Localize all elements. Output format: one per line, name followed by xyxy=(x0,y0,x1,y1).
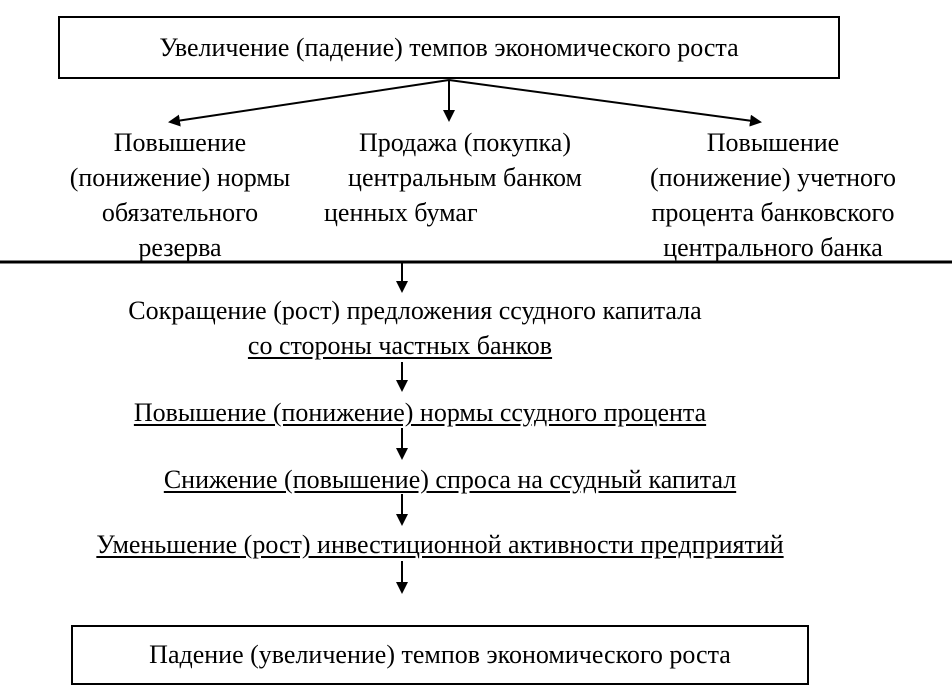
arrow-to-right-branch xyxy=(449,80,760,122)
end-box xyxy=(71,625,809,685)
branch-left-line: (понижение) нормы xyxy=(69,163,291,192)
branch-left-line: Повышение xyxy=(113,128,247,157)
branch-right-line: процента банковского xyxy=(651,198,895,227)
branch-middle-line: центральным банком xyxy=(348,163,582,192)
chain-step2: Повышение (понижение) нормы ссудного процента xyxy=(133,398,707,427)
arrow-to-left-branch xyxy=(170,80,449,122)
branch-middle-line: Продажа (покупка) xyxy=(359,128,571,157)
branch-right-line: (понижение) учетного xyxy=(650,163,896,192)
branch-left-line: резерва xyxy=(138,233,222,262)
chain-step1-line2: со стороны частных банков xyxy=(247,331,553,360)
start-box-text: Увеличение (падение) темпов экономического роста xyxy=(159,32,739,62)
end-box-text: Падение (увеличение) темпов экономического роста xyxy=(149,640,731,669)
chain-step4: Уменьшение (рост) инвестиционной активности предприятий xyxy=(96,530,784,559)
branch-right-line: центрального банка xyxy=(663,233,883,262)
chain-step3: Снижение (повышение) спроса на ссудный капитал xyxy=(163,465,737,494)
branch-right-line: Повышение xyxy=(706,128,840,157)
chain-step1-line1: Сокращение (рост) предложения ссудного капитала xyxy=(128,296,702,325)
branch-left-line: обязательного xyxy=(101,198,259,227)
chain-step1-line2-wrap xyxy=(0,331,800,361)
chain-step3-wrap xyxy=(0,465,900,495)
chain-step4-wrap xyxy=(0,530,880,560)
branch-middle-line: ценных бумаг xyxy=(324,198,478,227)
chain-step2-wrap xyxy=(0,398,840,428)
